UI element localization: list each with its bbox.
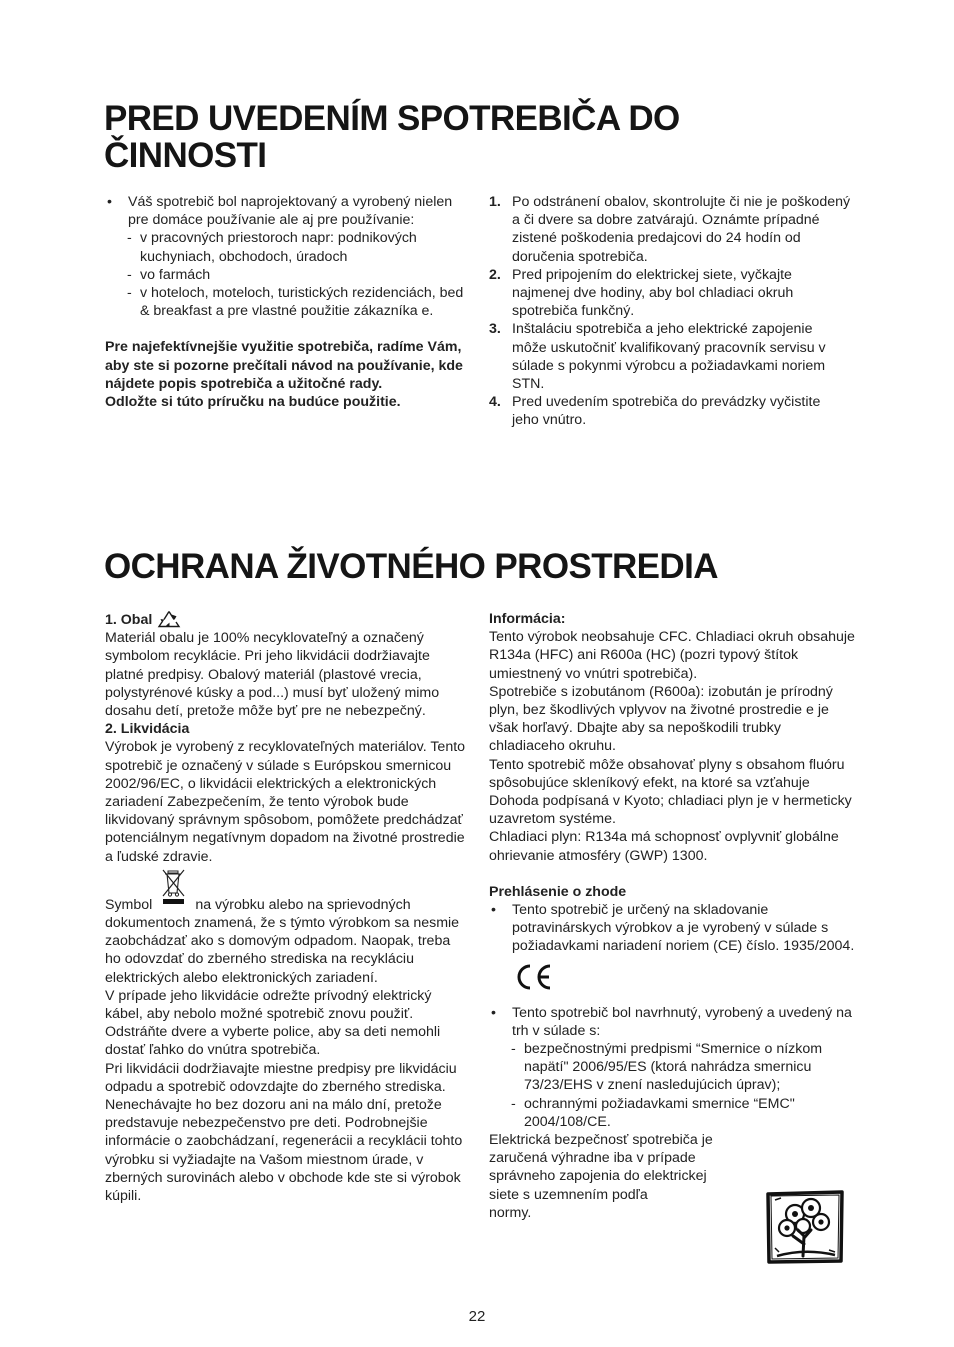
conformity-bullet — [489, 1004, 855, 1040]
local-regulations-text: Pri likvidácii dodržiavajte miestne predpisy pre likvidáciu odpadu a spotrebič odovzdajte do zberného strediska. Nenechávajte ho bez dozoru ani na málo dní, pretože predstavuje nebezpečenstvo pre deti. Podrobnejšie informácie o zaobchádzaní, regenerácii a recyklácii tohto výrobku si vyžiadajte na Vašom miestnom úrade, v zberných surovinách alebo v obchode kde ste si výrobok kúpili. — [105, 1060, 463, 1205]
dash-mark: - — [127, 230, 132, 247]
dash-mark: - — [127, 266, 132, 283]
ce-mark-row — [489, 956, 855, 1004]
disposal-text: Výrobok je vyrobený z recyklovateľných materiálov. Tento spotrebič je označený v súlade s Európskou smernicou 2002/96/EC, o likvidácii elektrických a elektronických zariadení Zabezpečením, že tento výrobok bude likvidovaný správnym spôsobom, pomôžete predchádzať potenciálnym negatívnym dopadom na životné prostredie a ľudské zdravie. — [105, 739, 466, 865]
electrical-safety-text: Elektrická bezpečnosť spotrebiča je zaručená výhradne iba v prípade správneho zapojenia do elektrickej siete s uzemnením podľa — [489, 1132, 713, 1203]
emc-directive-text: ochrannými požiadavkami smernice “EMC" 2004/108/CE. — [524, 1095, 795, 1130]
keep-manual-note: Odložte si túto príručku na budúce použitie. — [105, 394, 401, 411]
section-title-installation — [104, 100, 680, 174]
usage-sub-item — [105, 229, 465, 265]
step-number: 3. — [489, 321, 501, 338]
bullet-mark: • — [107, 194, 112, 210]
weee-bin-icon — [162, 869, 186, 905]
gwp-text: Chladiaci plyn: R134a má schopnosť ovplyvniť globálne ohrievanie atmosféry (GWP) 1300. — [489, 829, 839, 864]
step-number: 4. — [489, 394, 501, 411]
title-line-2: ČINNOSTI — [104, 136, 267, 175]
step-text: Inštaláciu spotrebiča a jeho elektrické zapojenie môže uskutočniť kvalifikovaný pracovník servisu v súlade s pokynmi výrobcu a požiadavkami noriem STN. — [512, 321, 826, 393]
conformity-heading: Prehlásenie o zhode — [489, 883, 627, 900]
environment-left-column — [105, 610, 467, 1205]
low-voltage-directive-text: bezpečnostnými predpismi “Smernice o nízkom napätí" 2006/95/ES (ktorá nahrádza smernicu 73/23/EHS v znení nasledujúcich úprav); — [524, 1041, 823, 1094]
installation-step — [489, 266, 851, 321]
step-text: Pred uvedením spotrebiča do prevádzky vyčistite jeho vnútro. — [512, 394, 821, 429]
step-text: Pred pripojením do elektrickej siete, vyčkajte najmenej dve hodiny, aby bol chladiaci okruh spotrebiča funkčný. — [512, 266, 794, 320]
usage-sub-item-text: vo farmách — [140, 266, 211, 283]
directive-item — [489, 1095, 855, 1131]
directives-intro-text: Tento spotrebič bol navrhnutý, vyrobený a uvedený na trh v súlade s: — [512, 1004, 852, 1039]
step-number: 1. — [489, 194, 501, 210]
installation-step — [489, 193, 851, 266]
bullet-mark: • — [491, 1004, 496, 1021]
bullet-mark: • — [491, 902, 496, 919]
installation-step — [489, 393, 851, 429]
isobutane-text: Spotrebiče s izobutánom (R600a): izobután je prírodný plyn, bez škodlivých vplyvov na životné prostredie e je však horľavý. Dbajte aby sa nepoškodili trubky chladiaceho okruhu. — [489, 683, 833, 755]
usage-bullet — [105, 193, 465, 229]
manual-advice: Pre najefektívnejšie využitie spotrebiča, radíme Vám, aby ste si pozorne prečítali návod na používanie, kde nájdete popis spotrebiča a užitočné rady. — [105, 339, 463, 392]
cable-cut-text: V prípade jeho likvidácie odrežte prívodný elektrický kábel, aby nebolo možné spotrebič znovu použiť. Odstráňte dvere a vyberte police, aby sa deti nemohli dostať ľahko do vnútra spotrebiča. — [105, 987, 441, 1059]
packaging-text: Materiál obalu je 100% necyklovateľný a označený symbolom recyklácie. Pri jeho likvidácii dodržiavajte platné predpisy. Obalový materiál (plastové vrecia, polystyrénové kúsky a pod...) musí byť uložený mimo dosahu detí, pretože môže byť pre ne nebezpečný. — [105, 630, 440, 720]
food-contact-text: Tento spotrebič je určený na skladovanie potravinárskych výrobkov a je vyrobený v súlade s požiadavkami nariadení noriem (CE) číslo. 1935/2004. — [512, 902, 855, 955]
usage-sub-item-text: v pracovných priestoroch napr: podnikových kuchyniach, obchodoch, úradoch — [140, 230, 417, 265]
page-number: 22 — [468, 1308, 486, 1325]
recycle-icon — [156, 610, 182, 628]
conformity-bullet — [489, 901, 855, 956]
electrical-safety-text-end: normy. — [489, 1204, 532, 1221]
usage-sub-item — [105, 266, 465, 284]
symbol-word: Symbol — [105, 896, 153, 913]
weee-paragraph — [105, 874, 467, 987]
fluor-gas-text: Tento spotrebič môže obsahovať plyny s obsahom fluóru spôsobujúce skleníkový efekt, na ktoré sa vzťahuje Dohoda podpísaná v Kyoto; chladiaci plyn je v hermeticky uzavretom systéme. — [489, 756, 852, 828]
usage-sub-item — [105, 284, 465, 320]
weee-text — [105, 896, 467, 987]
usage-sub-item-text: v hoteloch, moteloch, turistických rezidenciách, bed & breakfast a pre vlastné použitie zákazníka e. — [140, 285, 464, 320]
info-heading: Informácia: — [489, 611, 566, 627]
dash-mark: - — [511, 1041, 516, 1058]
step-number: 2. — [489, 266, 501, 283]
title-line-1: PRED UVEDENÍM SPOTREBIČA DO — [104, 99, 680, 138]
usage-intro: Váš spotrebič bol naprojektovaný a vyrobený nielen pre domáce používanie ale aj pre používanie: — [128, 194, 453, 229]
installation-left-column — [105, 193, 465, 411]
cfc-info-text: Tento výrobok neobsahuje CFC. Chladiaci okruh obsahuje R134a (HFC) ani R600a (HC) (pozri typový štítok umiestnený vo vnútri spotrebiča). — [489, 629, 855, 682]
packaging-heading-line — [105, 610, 467, 629]
packaging-heading: 1. Obal — [105, 612, 153, 628]
installation-right-column — [489, 193, 851, 430]
directive-item — [489, 1040, 855, 1095]
section-title-environment: OCHRANA ŽIVOTNÉHO PROSTREDIA — [104, 547, 718, 586]
installation-step — [489, 320, 851, 393]
disposal-heading: 2. Likvidácia — [105, 721, 190, 738]
environment-right-column — [489, 610, 855, 1222]
dash-mark: - — [127, 285, 132, 302]
dash-mark: - — [511, 1095, 516, 1112]
ce-mark-icon — [514, 962, 556, 992]
step-text: Po odstránení obalov, skontrolujte či nie je poškodený a či dvere sa dobre zatvárajú. Oznámte prípadné zistené poškodenia predajcovi do 24 hodín od doručenia spotrebiča. — [512, 194, 851, 265]
tree-environment-icon — [765, 1190, 845, 1264]
symbol-text: na výrobku alebo na sprievodných dokumentoch znamená, že s týmto výrobkom sa nesmie zaobchádzať ako s domovým odpadom. Naopak, treba ho odovzdať do zberného strediska na recykláciu elektrických alebo elektronických zariadení. — [105, 896, 460, 986]
